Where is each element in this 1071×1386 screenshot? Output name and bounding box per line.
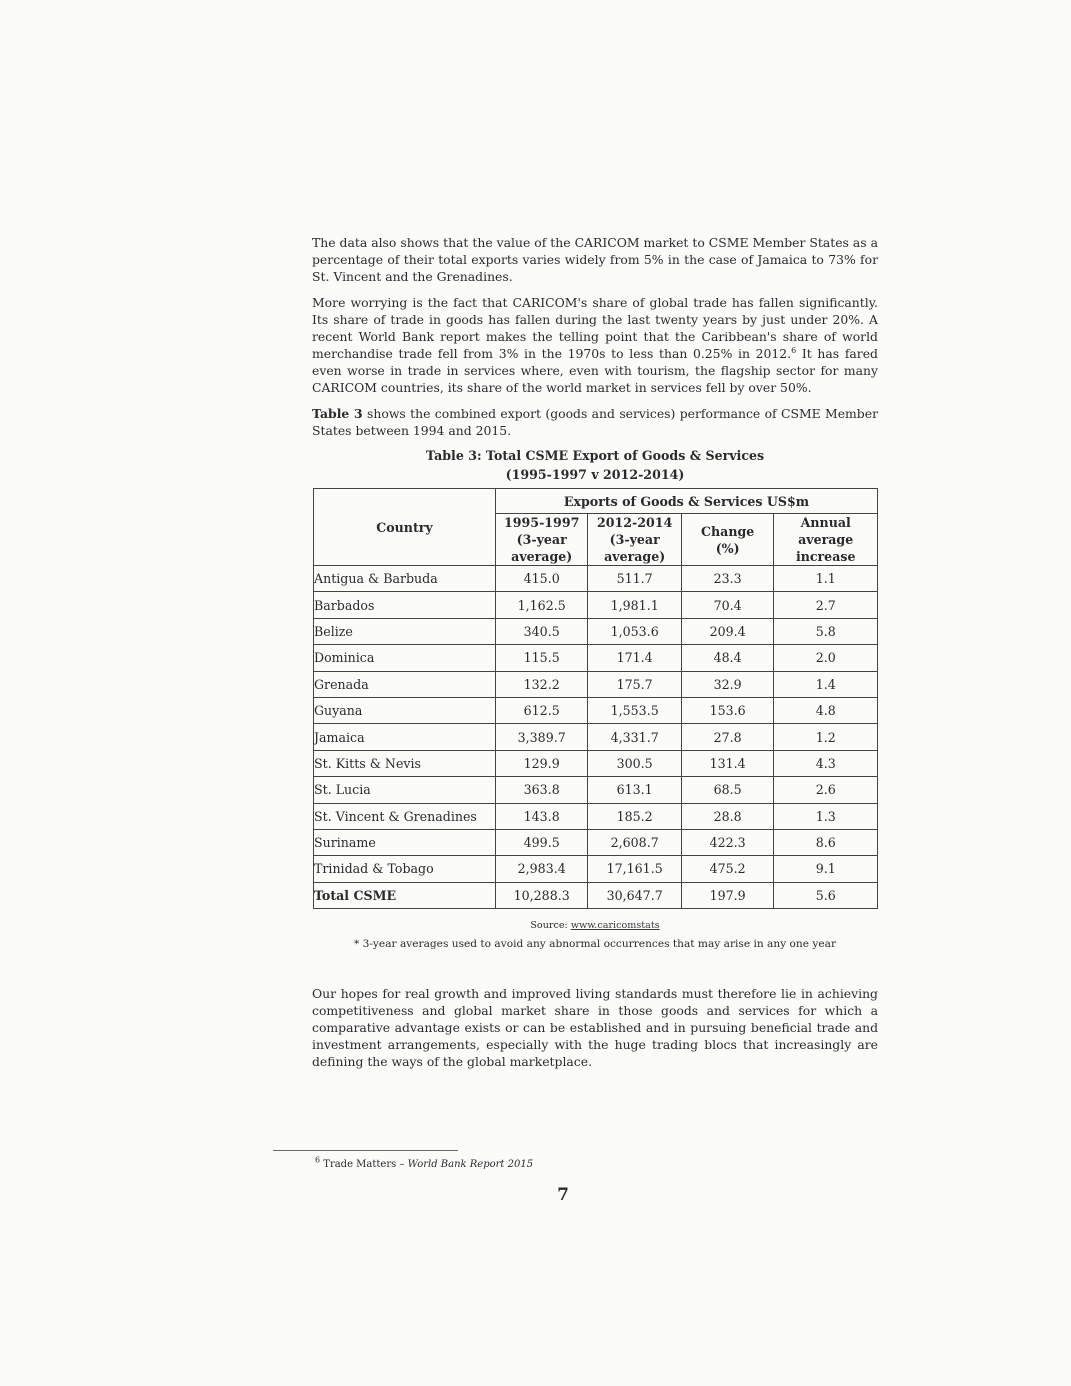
table-row xyxy=(314,618,878,644)
cell-change: 209.4 xyxy=(681,618,773,644)
footnote-number: 6 xyxy=(315,1155,321,1165)
cell-change: 68.5 xyxy=(681,777,773,803)
header-line: (3-year xyxy=(609,532,660,547)
cell-country: Dominica xyxy=(314,645,496,671)
table-row xyxy=(314,645,878,671)
cell-1995-1997: 132.2 xyxy=(495,671,587,697)
cell-annual: 5.6 xyxy=(774,882,878,908)
cell-annual: 8.6 xyxy=(774,829,878,855)
header-line: increase xyxy=(795,549,856,564)
cell-annual: 4.8 xyxy=(774,697,878,723)
cell-change: 197.9 xyxy=(681,882,773,908)
cell-1995-1997: 1,162.5 xyxy=(495,592,587,618)
cell-annual: 1.3 xyxy=(774,803,878,829)
exports-table xyxy=(313,488,878,909)
table-row xyxy=(314,566,878,592)
header-line: (%) xyxy=(715,540,740,556)
header-line: average) xyxy=(511,549,573,564)
header-1995-1997 xyxy=(495,514,587,566)
cell-annual: 1.2 xyxy=(774,724,878,750)
header-line: 2012-2014 xyxy=(597,515,673,530)
cell-1995-1997: 415.0 xyxy=(495,566,587,592)
cell-change: 153.6 xyxy=(681,697,773,723)
paragraph-table-intro xyxy=(312,405,878,439)
cell-1995-1997: 2,983.4 xyxy=(495,856,587,882)
cell-change: 422.3 xyxy=(681,829,773,855)
cell-2012-2014: 1,053.6 xyxy=(588,618,681,644)
cell-country: St. Vincent & Grenadines xyxy=(314,803,496,829)
header-line: 1995-1997 xyxy=(504,515,580,530)
cell-annual: 2.7 xyxy=(774,592,878,618)
cell-country: St. Kitts & Nevis xyxy=(314,750,496,776)
cell-change: 131.4 xyxy=(681,750,773,776)
table-caption-period: (1995-1997 v 2012-2014) xyxy=(505,467,685,482)
cell-country: Suriname xyxy=(314,829,496,855)
cell-2012-2014: 171.4 xyxy=(588,645,681,671)
table-note: * 3-year averages used to avoid any abnormal occurrences that may arise in any one year xyxy=(353,938,837,950)
cell-2012-2014: 613.1 xyxy=(588,777,681,803)
cell-2012-2014: 511.7 xyxy=(588,566,681,592)
paragraph-text: shows the combined export (goods and services) performance of CSME Member States between 1994 and 2015. xyxy=(312,406,878,438)
footnote-reference: 6 xyxy=(791,345,797,355)
cell-2012-2014: 175.7 xyxy=(588,671,681,697)
cell-country: Guyana xyxy=(314,697,496,723)
source-label: Source: xyxy=(530,920,571,931)
cell-2012-2014: 1,553.5 xyxy=(588,697,681,723)
cell-annual: 1.4 xyxy=(774,671,878,697)
cell-1995-1997: 363.8 xyxy=(495,777,587,803)
header-line: average) xyxy=(604,549,666,564)
cell-annual: 2.6 xyxy=(774,777,878,803)
cell-change: 23.3 xyxy=(681,566,773,592)
cell-country: Grenada xyxy=(314,671,496,697)
cell-change: 70.4 xyxy=(681,592,773,618)
paragraph-growth-hopes: Our hopes for real growth and improved living standards must therefore lie in achieving competitiveness and global market share in those goods and services for which a comparative advantage exists or can be established and in pursuing beneficial trade and investment arrangements, especially with the huge trading blocs that increasingly are defining the ways of the global marketplace. xyxy=(312,986,878,1069)
table-row xyxy=(314,829,878,855)
cell-country: Jamaica xyxy=(314,724,496,750)
cell-change: 28.8 xyxy=(681,803,773,829)
table-row xyxy=(314,592,878,618)
table-caption-title: Table 3: Total CSME Export of Goods & Services xyxy=(425,448,765,463)
header-line: Annual xyxy=(800,515,851,530)
cell-1995-1997: 340.5 xyxy=(495,618,587,644)
paragraph-global-trade-share xyxy=(312,294,878,396)
cell-2012-2014: 2,608.7 xyxy=(588,829,681,855)
cell-annual: 1.1 xyxy=(774,566,878,592)
cell-2012-2014: 4,331.7 xyxy=(588,724,681,750)
cell-country: St. Lucia xyxy=(314,777,496,803)
cell-1995-1997: 499.5 xyxy=(495,829,587,855)
header-group-exports: Exports of Goods & Services US$m xyxy=(495,489,877,514)
cell-1995-1997: 129.9 xyxy=(495,750,587,776)
cell-annual: 5.8 xyxy=(774,618,878,644)
cell-1995-1997: 612.5 xyxy=(495,697,587,723)
source-link[interactable]: www.caricomstats xyxy=(570,920,660,931)
cell-2012-2014: 17,161.5 xyxy=(588,856,681,882)
cell-country: Trinidad & Tobago xyxy=(314,856,496,882)
table-row xyxy=(314,856,878,882)
cell-change: 48.4 xyxy=(681,645,773,671)
cell-annual: 2.0 xyxy=(774,645,878,671)
header-2012-2014 xyxy=(588,514,681,566)
cell-country: Total CSME xyxy=(314,882,496,908)
cell-2012-2014: 185.2 xyxy=(588,803,681,829)
paragraph-caricom-market: The data also shows that the value of the CARICOM market to CSME Member States as a percentage of their total exports varies widely from 5% in the case of Jamaica to 73% for St. Vincent and the Grenadines. xyxy=(312,235,878,284)
table-row xyxy=(314,803,878,829)
cell-1995-1997: 3,389.7 xyxy=(495,724,587,750)
cell-1995-1997: 143.8 xyxy=(495,803,587,829)
header-line: Change xyxy=(701,523,755,539)
table-reference: Table 3 xyxy=(312,406,363,421)
table-row xyxy=(314,777,878,803)
cell-2012-2014: 1,981.1 xyxy=(588,592,681,618)
footnote-source: World Bank Report 2015 xyxy=(407,1159,534,1170)
footnote xyxy=(315,1155,534,1170)
table-row xyxy=(314,697,878,723)
header-line: average xyxy=(798,532,854,547)
table-source xyxy=(312,920,878,931)
cell-country: Belize xyxy=(314,618,496,644)
cell-change: 27.8 xyxy=(681,724,773,750)
footnote-divider xyxy=(273,1150,458,1151)
table-row xyxy=(314,671,878,697)
header-annual-increase xyxy=(774,514,878,566)
cell-1995-1997: 115.5 xyxy=(495,645,587,671)
cell-1995-1997: 10,288.3 xyxy=(495,882,587,908)
header-country: Country xyxy=(314,489,496,566)
page-number: 7 xyxy=(557,1185,569,1205)
table-total-row xyxy=(314,882,878,908)
cell-country: Antigua & Barbuda xyxy=(314,566,496,592)
table-row xyxy=(314,750,878,776)
paragraph-text: More worrying is the fact that CARICOM's share of global trade has fallen significantly. Its share of trade in goods has fallen during the last twenty years by just under 20%. A recent World Bank report makes the telling point that the Caribbean's share of world merchandise trade fell from 3% in the 1970s to less than 0.25% in 2012. xyxy=(312,295,878,361)
cell-change: 32.9 xyxy=(681,671,773,697)
paragraph-text: It has fared even worse in trade in services where, even with tourism, the flagship sector for many CARICOM countries, its share of the world market in services fell by over 50%. xyxy=(312,346,878,395)
cell-annual: 9.1 xyxy=(774,856,878,882)
header-line: (3-year xyxy=(516,532,567,547)
header-change xyxy=(681,514,773,566)
cell-annual: 4.3 xyxy=(774,750,878,776)
table-row xyxy=(314,724,878,750)
cell-2012-2014: 300.5 xyxy=(588,750,681,776)
footnote-text: Trade Matters – xyxy=(320,1159,408,1170)
cell-2012-2014: 30,647.7 xyxy=(588,882,681,908)
cell-country: Barbados xyxy=(314,592,496,618)
cell-change: 475.2 xyxy=(681,856,773,882)
